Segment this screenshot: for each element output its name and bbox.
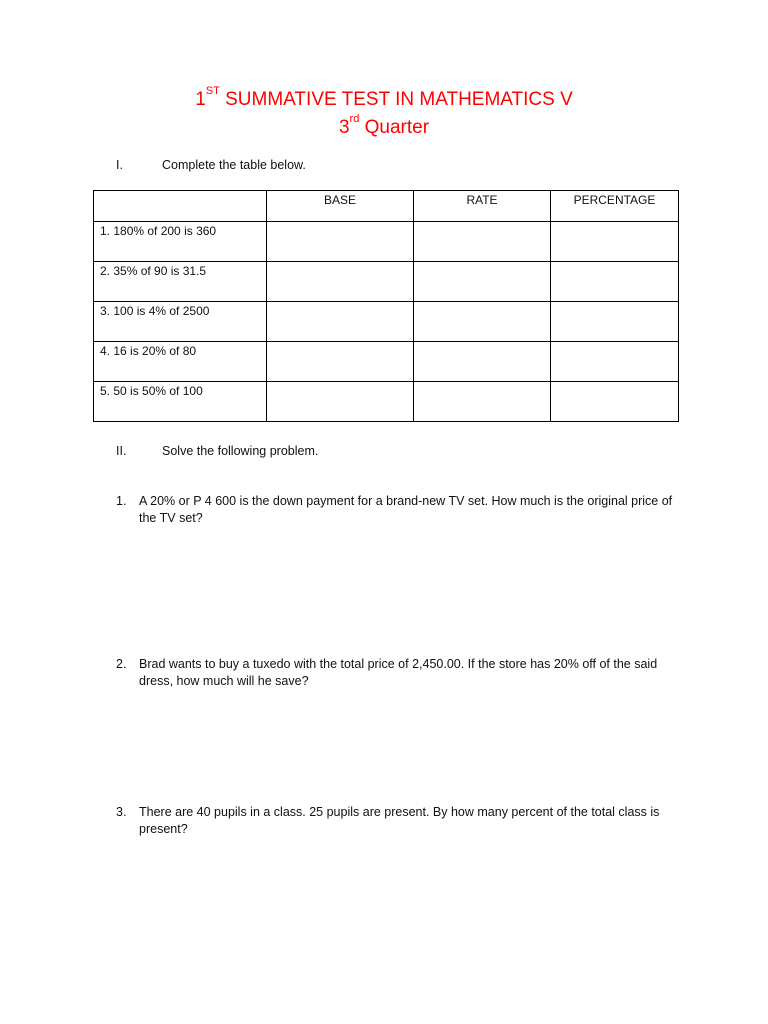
- base-answer-cell[interactable]: [267, 222, 414, 262]
- row-statement: 1. 180% of 200 is 360: [94, 222, 267, 262]
- table-row: [94, 342, 679, 382]
- percentage-table: [93, 190, 679, 422]
- section-2-instruction: Solve the following problem.: [162, 444, 319, 458]
- problem-text: Brad wants to buy a tuxedo with the total price of 2,450.00. If the store has 20% off of the said dress, how much will he save?: [139, 657, 658, 688]
- header-percentage: PERCENTAGE: [551, 191, 679, 222]
- problem-text: There are 40 pupils in a class. 25 pupils are present. By how many percent of the total class is present?: [139, 805, 660, 836]
- percentage-answer-cell[interactable]: [551, 222, 679, 262]
- base-answer-cell[interactable]: [267, 342, 414, 382]
- base-answer-cell[interactable]: [267, 382, 414, 422]
- header-rate: RATE: [414, 191, 551, 222]
- rate-answer-cell[interactable]: [414, 342, 551, 382]
- quarter-number: 3: [338, 117, 350, 138]
- percentage-answer-cell[interactable]: [551, 342, 679, 382]
- percentage-answer-cell[interactable]: [551, 382, 679, 422]
- base-answer-cell[interactable]: [267, 302, 414, 342]
- title-number: 1: [195, 89, 206, 110]
- header-base: BASE: [267, 191, 414, 222]
- table-row: [94, 222, 679, 262]
- row-statement: 4. 16 is 20% of 80: [94, 342, 267, 382]
- rate-answer-cell[interactable]: [414, 302, 551, 342]
- row-statement: 2. 35% of 90 is 31.5: [94, 262, 267, 302]
- rate-answer-cell[interactable]: [414, 222, 551, 262]
- problem-text: A 20% or P 4 600 is the down payment for a brand-new TV set. How much is the original price of the TV set?: [139, 494, 673, 525]
- table-header-row: [94, 191, 679, 222]
- section-2-number: II.: [116, 444, 127, 458]
- test-title: [0, 85, 768, 111]
- base-answer-cell[interactable]: [267, 262, 414, 302]
- rate-answer-cell[interactable]: [414, 382, 551, 422]
- section-1-number: I.: [116, 158, 123, 172]
- percentage-answer-cell[interactable]: [551, 302, 679, 342]
- percentage-answer-cell[interactable]: [551, 262, 679, 302]
- table-row: [94, 302, 679, 342]
- table-row: [94, 262, 679, 302]
- problem-number: 2.: [116, 657, 127, 671]
- quarter-superscript: rd: [349, 113, 360, 125]
- section-1-instruction: Complete the table below.: [162, 158, 306, 172]
- quarter-title: [0, 113, 768, 139]
- table-row: [94, 382, 679, 422]
- rate-answer-cell[interactable]: [414, 262, 551, 302]
- title-superscript: ST: [205, 85, 220, 97]
- problem-number: 1.: [116, 494, 127, 508]
- row-statement: 3. 100 is 4% of 2500: [94, 302, 267, 342]
- title-text: SUMMATIVE TEST IN MATHEMATICS V: [219, 89, 573, 110]
- problem-number: 3.: [116, 805, 127, 819]
- row-statement: 5. 50 is 50% of 100: [94, 382, 267, 422]
- quarter-text: Quarter: [359, 117, 430, 138]
- header-blank: [94, 191, 267, 222]
